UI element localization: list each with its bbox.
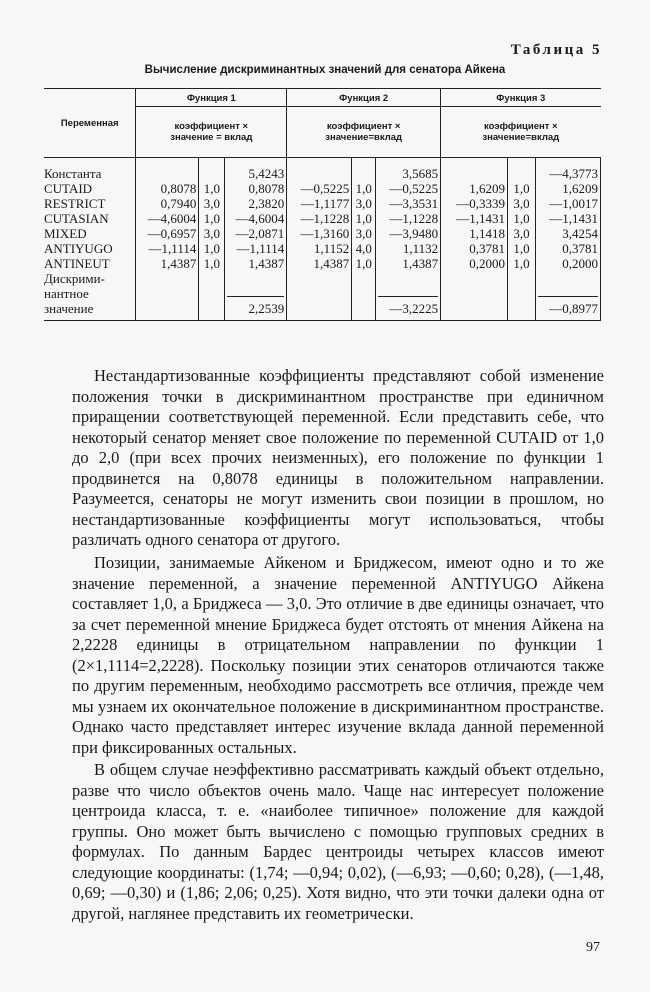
total-label-line3: значение (44, 301, 94, 316)
value-cell-f2: 3,0 (352, 196, 376, 211)
contribution-cell-f3: 1,6209 (536, 181, 601, 196)
value-cell-f2: 1,0 (352, 181, 376, 196)
coefficient-cell-f1: 0,7940 (136, 196, 199, 211)
contribution-cell-f1: 5,4243 (225, 158, 287, 182)
paragraph-2: Позиции, занимаемые Айкеном и Бриджесом, имеют одно и то же значение переменной, а значение переменной ANTIYUGO Айкена составляет 1,0, а Бриджеса — 3,0. Это отличие в две единицы означает, что за счет переменной мнение Бриджеса будет отстоять от мнения Айкена на 2,2228 единицы в отрицательном направлении по функции 1 (2×1,1114=2,2228). Поскольку позиции этих сенаторов отличаются также по другим переменным, необходимо рассмотреть все отличия, прежде чем мы узнаем их окончательное положение в дискриминантном пространстве. Однако часто представляет интерес изучение вклада данной переменной при фиксированных остальных. (72, 553, 604, 757)
contribution-cell-f2: —3,9480 (376, 226, 441, 241)
contribution-cell-f2: —0,5225 (376, 181, 441, 196)
coefficient-cell-f1: —0,6957 (136, 226, 199, 241)
coefficient-cell-f2: 1,4387 (287, 256, 352, 271)
value-cell-f1: 1,0 (199, 256, 225, 271)
total-f1: 2,2539 (227, 296, 284, 316)
function-3-subheader-line2: значение=вклад (482, 132, 560, 143)
value-cell-f2 (352, 158, 376, 182)
row-variable: CUTASIAN (44, 211, 109, 226)
page-number: 97 (586, 940, 600, 955)
function-3-header: Функция 3 (441, 89, 601, 107)
function-2-subheader-line1: коэффициент × (326, 121, 401, 132)
coefficient-cell-f1: 1,4387 (136, 256, 199, 271)
contribution-cell-f3: —4,3773 (536, 158, 601, 182)
table-row (44, 241, 601, 256)
function-2-subheader-line2: значение=вклад (325, 132, 403, 143)
function-1-header: Функция 1 (136, 89, 287, 107)
value-cell-f2: 1,0 (352, 256, 376, 271)
coefficient-cell-f2 (287, 158, 352, 182)
total-label-line2: нантное (44, 286, 89, 301)
contribution-cell-f2: —1,1228 (376, 211, 441, 226)
coefficient-cell-f1 (136, 158, 199, 182)
contribution-cell-f2: 3,5685 (376, 158, 441, 182)
coefficient-cell-f3: 1,1418 (441, 226, 508, 241)
total-f3: —0,8977 (538, 296, 598, 316)
table-row (44, 256, 601, 271)
contribution-cell-f3: 3,4254 (536, 226, 601, 241)
value-cell-f3: 3,0 (508, 226, 536, 241)
value-cell-f2: 3,0 (352, 226, 376, 241)
coefficient-cell-f3: 0,3781 (441, 241, 508, 256)
value-cell-f3: 1,0 (508, 256, 536, 271)
contribution-cell-f1: 2,3820 (225, 196, 287, 211)
coefficient-cell-f1: —4,6004 (136, 211, 199, 226)
value-cell-f3: 1,0 (508, 181, 536, 196)
value-cell-f1: 3,0 (199, 226, 225, 241)
coefficient-cell-f3 (441, 158, 508, 182)
paragraph-1: Нестандартизованные коэффициенты представляют собой изменение положения точки в дискриминантном пространстве при единичном приращении соответствующей переменной. Если представить себе, что некоторый сенатор меняет свое положение по переменной CUTAID от 1,0 до 2,0 (при всех прочих неизменных), его положение по функции 1 продвинется на 0,8078 единицы в положительном направлении. Разумеется, сенаторы не могут изменить свои позиции в прошлом, но нестандартизованные коэффициенты могут использоваться, чтобы различать одного сенатора от другого. (72, 366, 604, 549)
value-cell-f2: 4,0 (352, 241, 376, 256)
coefficient-cell-f3: 0,2000 (441, 256, 508, 271)
function-1-subheader-line2: значение = вклад (170, 132, 253, 143)
paragraph-1-block (72, 366, 604, 551)
coefficient-cell-f2: —0,5225 (287, 181, 352, 196)
table-row (44, 181, 601, 196)
row-variable: ANTINEUT (44, 256, 110, 271)
coefficient-cell-f3: —1,1431 (441, 211, 508, 226)
function-1-subheader-line1: коэффициент × (174, 121, 249, 132)
value-cell-f1: 3,0 (199, 196, 225, 211)
value-cell-f1: 1,0 (199, 211, 225, 226)
row-variable: Константа (44, 166, 102, 181)
contribution-cell-f2: 1,4387 (376, 256, 441, 271)
coefficient-cell-f3: 1,6209 (441, 181, 508, 196)
contribution-cell-f3: 0,2000 (536, 256, 601, 271)
table-row (44, 158, 601, 182)
value-cell-f3: 1,0 (508, 211, 536, 226)
value-cell-f3: 1,0 (508, 241, 536, 256)
contribution-cell-f3: —1,1431 (536, 211, 601, 226)
contribution-cell-f3: —1,0017 (536, 196, 601, 211)
table-row (44, 196, 601, 211)
contribution-cell-f1: —4,6004 (225, 211, 287, 226)
contribution-cell-f3: 0,3781 (536, 241, 601, 256)
function-2-header: Функция 2 (287, 89, 441, 107)
value-cell-f3: 3,0 (508, 196, 536, 211)
value-cell-f1: 1,0 (199, 241, 225, 256)
coefficient-cell-f3: —0,3339 (441, 196, 508, 211)
discriminant-table (44, 88, 601, 321)
contribution-cell-f1: 1,4387 (225, 256, 287, 271)
contribution-cell-f1: —1,1114 (225, 241, 287, 256)
table-label: Таблица 5 (510, 42, 602, 58)
coefficient-cell-f2: 1,1152 (287, 241, 352, 256)
table-title: Вычисление дискриминантных значений для сенатора Айкена (144, 64, 506, 76)
row-variable: CUTAID (44, 181, 93, 196)
table-row (44, 211, 601, 226)
contribution-cell-f2: 1,1132 (376, 241, 441, 256)
contribution-cell-f2: —3,3531 (376, 196, 441, 211)
value-cell-f1 (199, 158, 225, 182)
paragraph-3: В общем случае неэффективно рассматривать каждый объект отдельно, разве что число объектов очень мало. Чаще нас интересует положение центроида класса, т. е. «наиболее типичное» положение для каждой группы. Оно может быть вычислено с помощью групповых средних в формулах. По данным Бардес центроиды четырех классов имеют следующие координаты: (1,74; —0,94; 0,02), (—6,93; —0,60; 0,28), (—1,48, 0,69; —0,30) и (1,86; 2,06; 0,25). Хотя видно, что эти точки далеки одна от другой, наглянее представить их геометрически. (72, 760, 604, 923)
value-cell-f1: 1,0 (199, 181, 225, 196)
row-variable: ANTIYUGO (44, 241, 113, 256)
coefficient-cell-f2: —1,1228 (287, 211, 352, 226)
row-variable: RESTRICT (44, 196, 106, 211)
coefficient-cell-f1: 0,8078 (136, 181, 199, 196)
value-cell-f2: 1,0 (352, 211, 376, 226)
value-cell-f3 (508, 158, 536, 182)
coefficient-cell-f1: —1,1114 (136, 241, 199, 256)
paragraph-2-block (72, 553, 604, 758)
paragraph-3-block (72, 760, 604, 924)
total-f2: —3,2225 (378, 296, 438, 316)
contribution-cell-f1: —2,0871 (225, 226, 287, 241)
total-label-line1: Дискрими- (44, 271, 105, 286)
table-row (44, 226, 601, 241)
row-variable: MIXED (44, 226, 87, 241)
coefficient-cell-f2: —1,3160 (287, 226, 352, 241)
coefficient-cell-f2: —1,1177 (287, 196, 352, 211)
variable-header: Переменная (44, 89, 136, 158)
contribution-cell-f1: 0,8078 (225, 181, 287, 196)
function-3-subheader-line1: коэффициент × (484, 121, 558, 132)
